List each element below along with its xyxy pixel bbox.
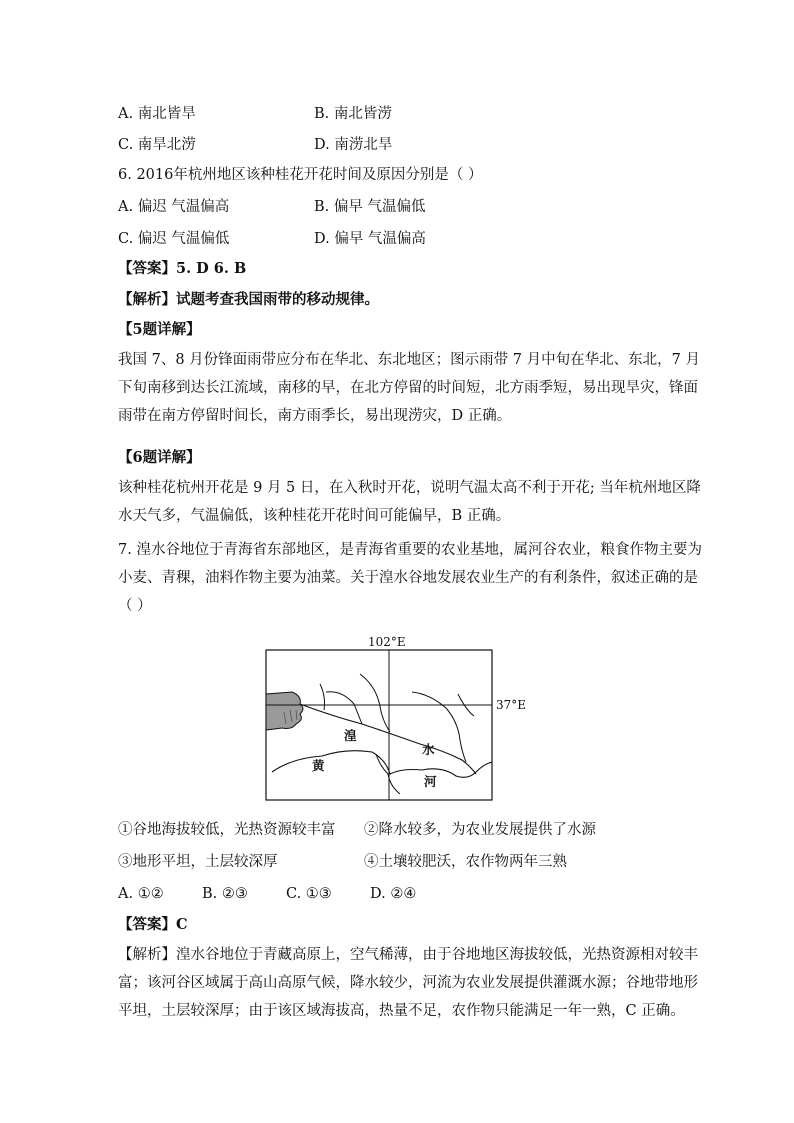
q7-statement-1: ①谷地海拔较低，光热资源较丰富 xyxy=(118,822,336,838)
q7-statement-4: ④土壤较肥沃，农作物两年三熟 xyxy=(364,854,567,870)
huangshui-valley-map xyxy=(262,634,542,804)
q5-option-row-1 xyxy=(118,104,678,124)
q7-stem xyxy=(118,536,702,620)
q5-option-d: D. 南涝北旱 xyxy=(314,137,393,153)
q7-statements-row-2 xyxy=(118,852,678,872)
detail5-line-2: 下旬南移到达长江流域，南移的早，在北方停留的时间短，北方雨季短，易出现旱灾，锋面 xyxy=(118,380,698,396)
map-char-shui: 水 xyxy=(422,742,435,757)
q6-option-b: B. 偏早 气温偏低 xyxy=(314,199,426,215)
q5-option-c: C. 南旱北涝 xyxy=(118,137,196,153)
map-char-he: 河 xyxy=(424,774,437,789)
q7-statements-row-1 xyxy=(118,820,678,840)
analysis-7 xyxy=(118,941,698,1025)
q6-option-a: A. 偏迟 气温偏高 xyxy=(118,199,230,215)
detail6-line-1: 该种桂花杭州开花是 9 月 5 日，在入秋时开花，说明气温太高不利于开花; 当年杭州地区降 xyxy=(118,480,701,496)
analysis-7-line-2: 富；该河谷区域属于高山高原气候，降水较少，河流为农业发展提供灌溉水源；谷地带地形 xyxy=(118,975,698,991)
detail5-heading: 【5题详解】 xyxy=(118,321,201,338)
q7-line-1: 7. 湟水谷地位于青海省东部地区，是青海省重要的农业基地，属河谷农业，粮食作物主要为 xyxy=(118,542,702,558)
q7-line-3: （ ） xyxy=(118,598,152,614)
q7-line-2: 小麦、青稞，油料作物主要为油菜。关于湟水谷地发展农业生产的有利条件，叙述正确的是 xyxy=(118,570,698,586)
map-char-huang1: 湟 xyxy=(344,728,357,743)
analysis-5-6 xyxy=(118,290,379,310)
q7-statement-3: ③地形平坦，土层较深厚 xyxy=(118,854,278,870)
q5-option-row-2 xyxy=(118,135,678,155)
detail5-line-1: 我国 7、8 月份锋面雨带应分布在华北、东北地区；图示雨带 7 月中旬在华北、东北，7 月 xyxy=(118,352,700,368)
q6-option-row-1 xyxy=(118,197,678,217)
q6-stem: 6. 2016年杭州地区该种桂花开花时间及原因分别是（ ） xyxy=(118,167,483,183)
answer-5-6: 【答案】5. D 6. B xyxy=(118,260,247,277)
detail6-heading: 【6题详解】 xyxy=(118,449,201,466)
q7-choice-a: A. ①② xyxy=(118,886,164,902)
analysis-5-6-text: 【解析】试题考查我国雨带的移动规律。 xyxy=(118,291,379,308)
q6-option-row-2 xyxy=(118,229,678,249)
analysis-7-line-3: 平坦，土层较深厚；由于该区域海拔高，热量不足，农作物只能满足一年一熟，C 正确。 xyxy=(118,1003,685,1019)
latitude-label: 37°E xyxy=(496,698,527,712)
longitude-label: 102°E xyxy=(368,635,406,649)
analysis-7-line-1: 【解析】湟水谷地位于青藏高原上，空气稀薄，由于谷地地区海拔较低，光热资源相对较丰 xyxy=(118,947,698,963)
q7-choice-c: C. ①③ xyxy=(286,886,332,902)
q6-option-d: D. 偏早 气温偏高 xyxy=(314,231,426,247)
detail5-line-3: 雨带在南方停留时间长，南方雨季长，易出现涝灾，D 正确。 xyxy=(118,408,512,424)
q5-option-b: B. 南北皆涝 xyxy=(314,106,392,122)
map-char-huang2: 黄 xyxy=(312,758,325,773)
q7-choice-b: B. ②③ xyxy=(202,886,248,902)
q7-choices xyxy=(118,884,416,904)
q7-choice-d: D. ②④ xyxy=(370,886,417,902)
q5-option-a: A. 南北皆旱 xyxy=(118,106,196,122)
detail6-body xyxy=(118,474,701,530)
answer-7: 【答案】C xyxy=(118,916,188,933)
map-frame xyxy=(266,650,492,800)
q6-option-c: C. 偏迟 气温偏低 xyxy=(118,231,230,247)
detail5-body xyxy=(118,346,700,430)
detail6-line-2: 水天气多，气温偏低，该种桂花开花时间可能偏早，B 正确。 xyxy=(118,508,511,524)
q7-statement-2: ②降水较多，为农业发展提供了水源 xyxy=(364,822,596,838)
